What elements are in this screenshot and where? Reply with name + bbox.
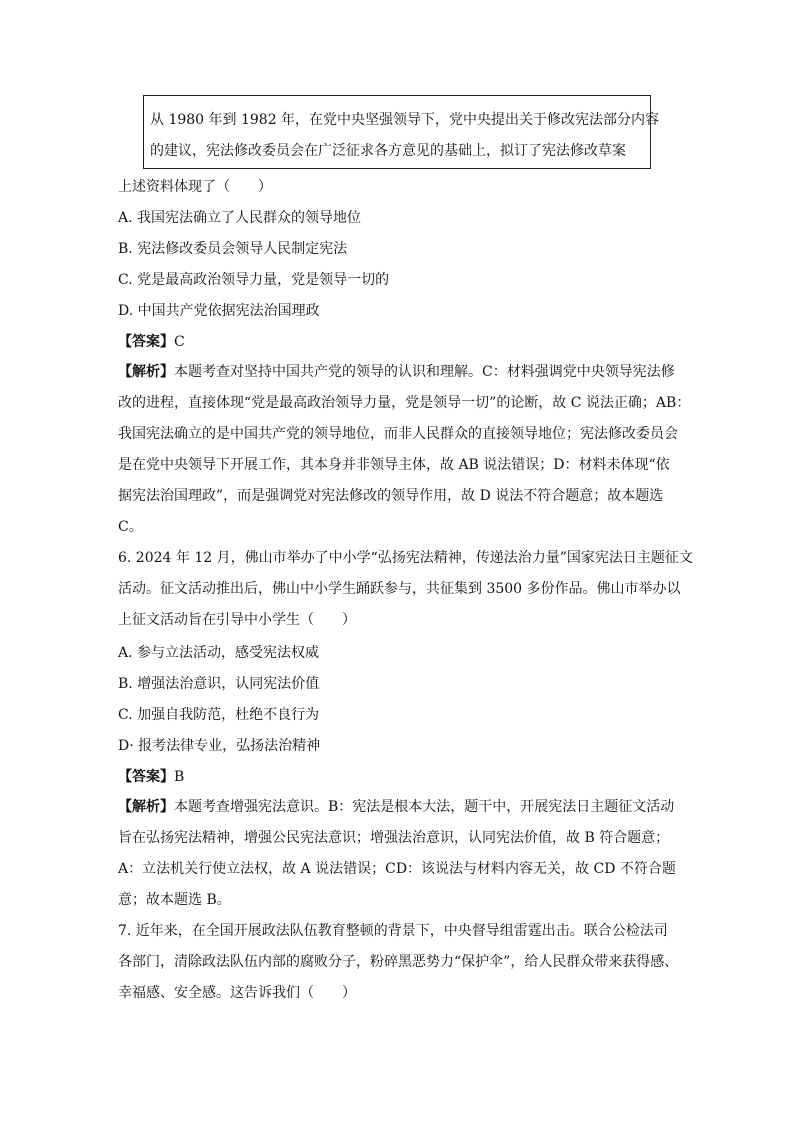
q6-stem-line-1: 6. 2024 年 12 月，佛山市举办了中小学“弘扬宪法精神，传递法治力量”国家宪法日主题征文 [118, 550, 693, 566]
q5-answer-label: 【答案】 [118, 334, 174, 350]
q6-stem-line-2: 活动。征文活动推出后，佛山中小学生踊跃参与，共征集到 3500 多份作品。佛山市举办以 [118, 581, 681, 597]
q6-stem [118, 543, 693, 636]
q5-analysis-line-4: 是在党中央领导下开展工作，其本身并非领导主体，故 AB 说法错误；D：材料未体现“依 [118, 457, 670, 473]
q5-stem: 上述资料体现了（ ） [118, 179, 272, 195]
q6-option-c: C. 加强自我防范，杜绝不良行为 [118, 707, 320, 723]
q5-answer-value: C [174, 334, 185, 350]
q6-analysis-line-1 [118, 792, 678, 823]
q6-answer [118, 767, 184, 787]
q7-stem-line-2: 各部门，清除政法队伍内部的腐败分子，粉碎黑恶势力“保护伞”，给人民群众带来获得感、 [118, 954, 679, 970]
q6-option-d: D· 报考法律专业，弘扬法治精神 [118, 738, 321, 754]
q5-analysis-line-6: C。 [118, 519, 143, 535]
q7-stem [118, 916, 678, 1009]
material-box [143, 95, 660, 169]
q6-stem-line-3: 上征文活动旨在引导中小学生（ ） [118, 612, 356, 628]
q6-analysis [118, 792, 678, 916]
q7-stem-line-1: 7. 近年来，在全国开展政法队伍教育整顿的背景下，中央督导组雷霆出击。联合公检法司 [118, 923, 668, 939]
q7-stem-line-3: 幸福感、安全感。这告诉我们（ ） [118, 985, 356, 1001]
q6-analysis-text-1: 本题考查增强宪法意识。B：宪法是根本大法，题干中，开展宪法日主题征文活动 [174, 799, 675, 815]
q5-analysis-label: 【解析】 [118, 364, 174, 380]
material-line-2: 的建议，宪法修改委员会在广泛征求各方意见的基础上，拟订了宪法修改草案 [150, 143, 626, 159]
q5-analysis-line-3: 我国宪法确立的是中国共产党的领导地位，而非人民群众的直接领导地位；宪法修改委员会 [118, 426, 678, 442]
material-line-1: 从 1980 年到 1982 年，在党中央坚强领导下，党中央提出关于修改宪法部分内容 [150, 112, 660, 128]
q6-option-a: A. 参与立法活动，感受宪法权威 [118, 645, 320, 661]
q6-answer-label: 【答案】 [118, 769, 174, 785]
q6-analysis-line-2: 旨在弘扬宪法精神，增强公民宪法意识；增强法治意识，认同宪法价值，故 B 符合题意； [118, 830, 670, 846]
q5-option-c: C. 党是最高政治领导力量，党是领导一切的 [118, 272, 390, 288]
q5-option-d: D. 中国共产党依据宪法治国理政 [118, 303, 320, 319]
q5-analysis-line-5: 据宪法治国理政”，而是强调党对宪法修改的领导作用，故 D 说法不符合题意；故本题选 [118, 488, 664, 504]
q6-option-b: B. 增强法治意识，认同宪法价值 [118, 676, 320, 692]
q6-analysis-label: 【解析】 [118, 799, 174, 815]
q5-option-b: B. 宪法修改委员会领导人民制定宪法 [118, 241, 348, 257]
q6-analysis-line-4: 意；故本题选 B。 [118, 892, 231, 908]
q5-analysis-line-1 [118, 357, 678, 388]
q5-analysis-line-2: 改的进程，直接体现“党是最高政治领导力量，党是领导一切”的论断，故 C 说法正确；AB： [118, 395, 691, 411]
q6-analysis-line-3: A：立法机关行使立法权，故 A 说法错误；CD：该说法与材料内容无关，故 CD 不符合题 [118, 861, 676, 877]
q5-analysis [118, 357, 691, 543]
q5-option-a: A. 我国宪法确立了人民群众的领导地位 [118, 210, 362, 226]
q5-analysis-text-1: 本题考查对坚持中国共产党的领导的认识和理解。C：材料强调党中央领导宪法修 [174, 364, 675, 380]
q6-answer-value: B [174, 769, 185, 785]
q5-answer [118, 332, 185, 352]
